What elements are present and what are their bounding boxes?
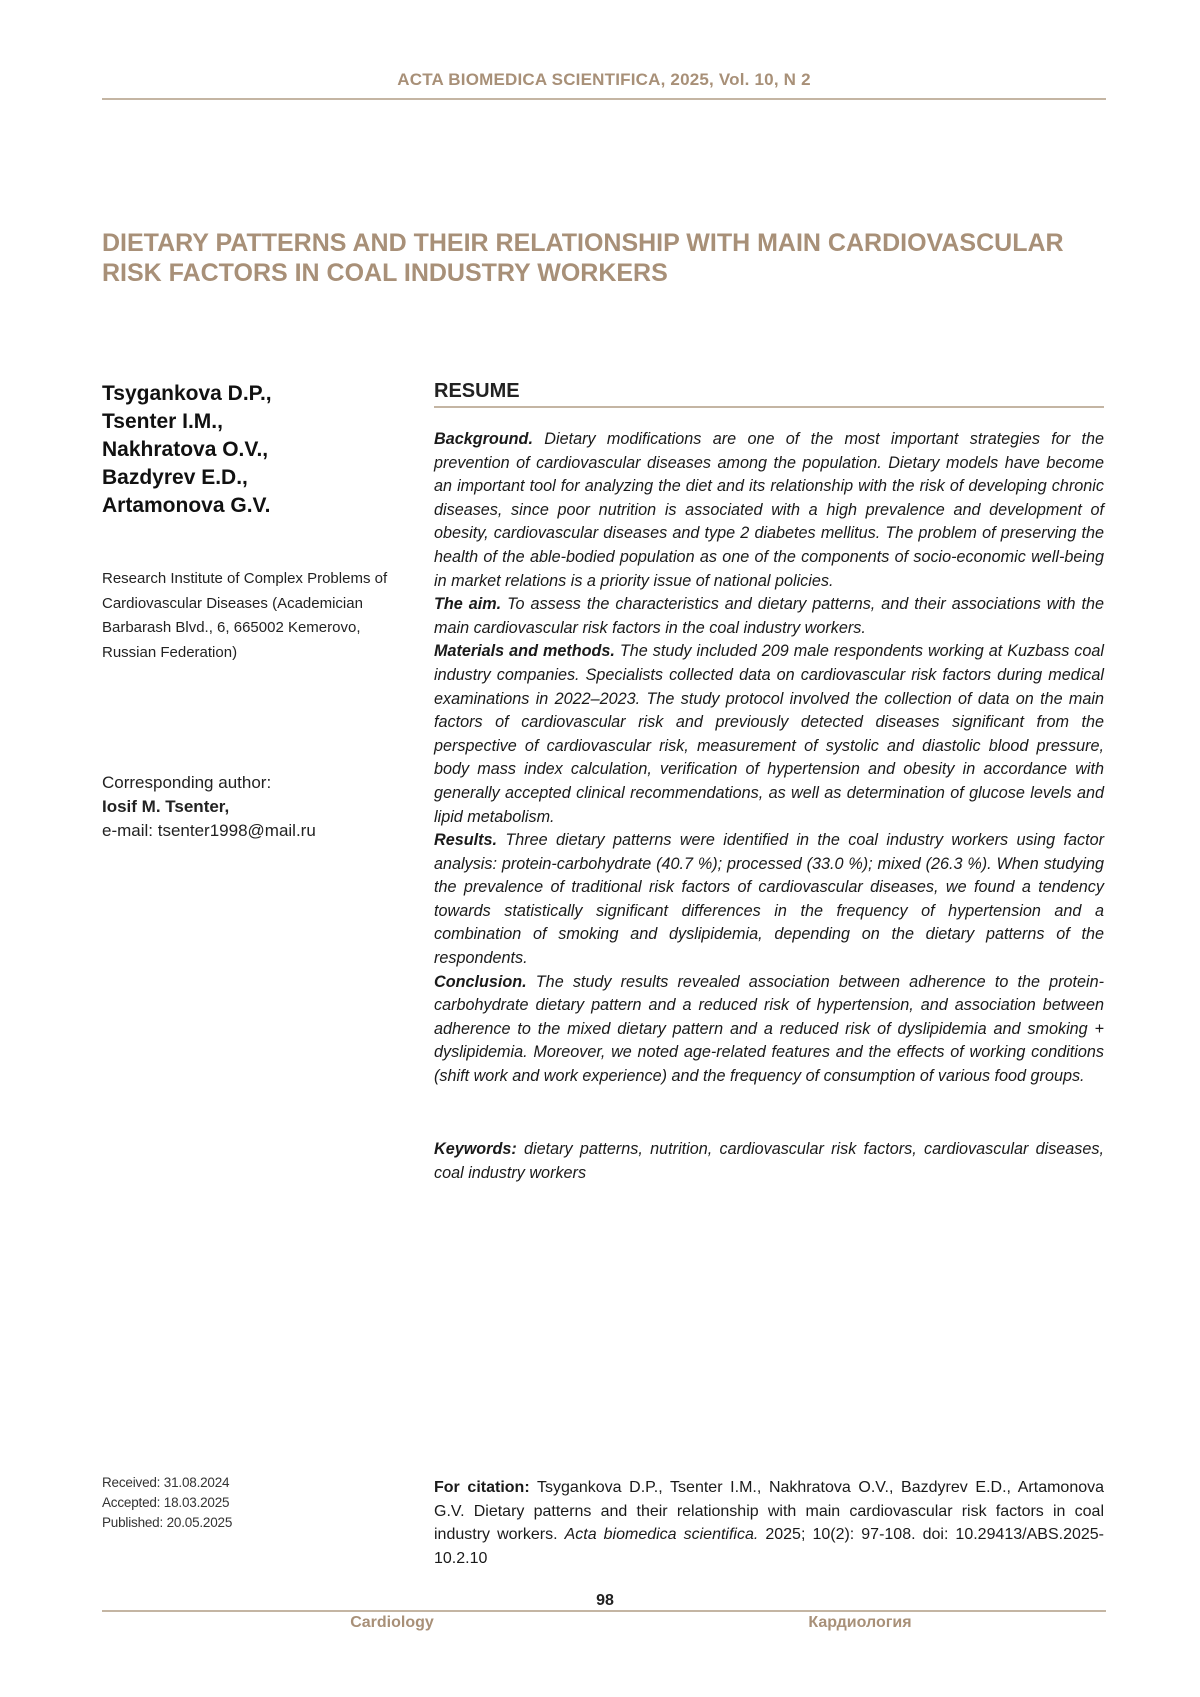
abstract-aim [434,593,1104,640]
abstract-background [434,428,1104,593]
page-number: 98 [580,1592,630,1610]
keywords-label: Keywords: [434,1140,517,1158]
section-label: Results. [434,831,497,849]
section-text: The study included 209 male respondents working at Kuzbass coal industry companies. Specialists collected data on cardiovascular risk factors during medical examinations in 2022–2023. The study protocol involved the collection of data on the main factors of cardiovascular risk and previously detected diseases significant from the perspective of cardiovascular risk, measurement of systolic and diastolic blood pressure, body mass index calculation, verification of hypertension and obesity in accordance with generally accepted clinical recommendations, as well as determination of glucose levels and lipid metabolism. [434,642,1104,825]
section-label: Materials and methods. [434,642,615,660]
affiliation: Research Institute of Complex Problems of Cardiovascular Diseases (Academician Barbarash Blvd., 6, 665002 Kemerovo, Russian Federation) [102,567,402,665]
resume-heading: RESUME [434,380,520,403]
author-name: Nakhratova O.V., [102,436,422,464]
author-name: Artamonova G.V. [102,492,422,520]
corresponding-author [102,771,402,843]
header-rule [102,98,1106,100]
article-title: DIETARY PATTERNS AND THEIR RELATIONSHIP WITH MAIN CARDIOVASCULAR RISK FACTORS IN COAL INDUSTRY WORKERS [102,228,1102,288]
footer-section-ru: Кардиология [780,1614,940,1632]
author-name: Tsenter I.M., [102,408,422,436]
abstract [434,428,1104,1089]
abstract-methods [434,640,1104,829]
author-name: Bazdyrev E.D., [102,464,422,492]
date-accepted: Accepted: 18.03.2025 [102,1493,302,1513]
abstract-conclusion [434,971,1104,1089]
section-text: Three dietary patterns were identified in the coal industry workers using factor analysis: protein-carbohydrate (40.7 %); processed (33.0 %); mixed (26.3 %). When studying the prevalence of traditional risk factors of cardiovascular diseases, we found a tendency towards statistically significant differences in the frequency of hypertension and a combination of smoking and dyslipidemia, depending on the dietary patterns of the respondents. [434,831,1104,967]
journal-header: ACTA BIOMEDICA SCIENTIFICA, 2025, Vol. 10, N 2 [102,70,1106,90]
resume-rule [434,406,1104,408]
author-name: Tsygankova D.P., [102,380,422,408]
corresponding-email[interactable]: e-mail: tsenter1998@mail.ru [102,819,402,843]
section-label: Conclusion. [434,973,527,991]
citation [434,1476,1104,1570]
keywords-text: dietary patterns, nutrition, cardiovascular risk factors, cardiovascular diseases, coal industry workers [434,1140,1104,1182]
citation-journal: Acta biomedica scientifica. [565,1526,759,1543]
section-label: Background. [434,430,533,448]
section-label: The aim. [434,595,501,613]
footer-rule [102,1610,1106,1612]
keywords [434,1138,1104,1185]
abstract-results [434,829,1104,971]
footer-section-en: Cardiology [312,1614,472,1632]
corresponding-label: Corresponding author: [102,771,402,795]
publication-dates [102,1473,302,1533]
section-text: The study results revealed association between adherence to the protein-carbohydrate dietary pattern and a reduced risk of hypertension, and association between adherence to the mixed dietary pattern and a reduced risk of dyslipidemia and smoking + dyslipidemia. Moreover, we noted age-related features and the effects of working conditions (shift work and work experience) and the frequency of consumption of various food groups. [434,973,1104,1085]
citation-authors-title: Tsygankova D.P., Tsenter I.M., Nakhratova O.V., Bazdyrev E.D., Artamonova G.V. Dietary patterns and their relationship with main cardiovascular risk factors in coal industry workers. [434,1479,1104,1543]
section-text: To assess the characteristics and dietary patterns, and their associations with the main cardiovascular risk factors in the coal industry workers. [434,595,1104,637]
date-published: Published: 20.05.2025 [102,1513,302,1533]
citation-label: For citation: [434,1479,530,1496]
date-received: Received: 31.08.2024 [102,1473,302,1493]
section-text: Dietary modifications are one of the most important strategies for the prevention of cardiovascular diseases among the population. Dietary models have become an important tool for analyzing the diet and its relationship with the risk of developing chronic diseases, since poor nutrition is associated with a high prevalence and development of obesity, cardiovascular diseases and type 2 diabetes mellitus. The problem of preserving the health of the able-bodied population as one of the components of socio-economic well-being in market relations is a priority issue of national policies. [434,430,1104,590]
corresponding-name: Iosif M. Tsenter, [102,795,402,819]
author-list [102,380,422,520]
citation-details: 2025; 10(2): 97-108. doi: 10.29413/ABS.2025-10.2.10 [434,1526,1104,1567]
